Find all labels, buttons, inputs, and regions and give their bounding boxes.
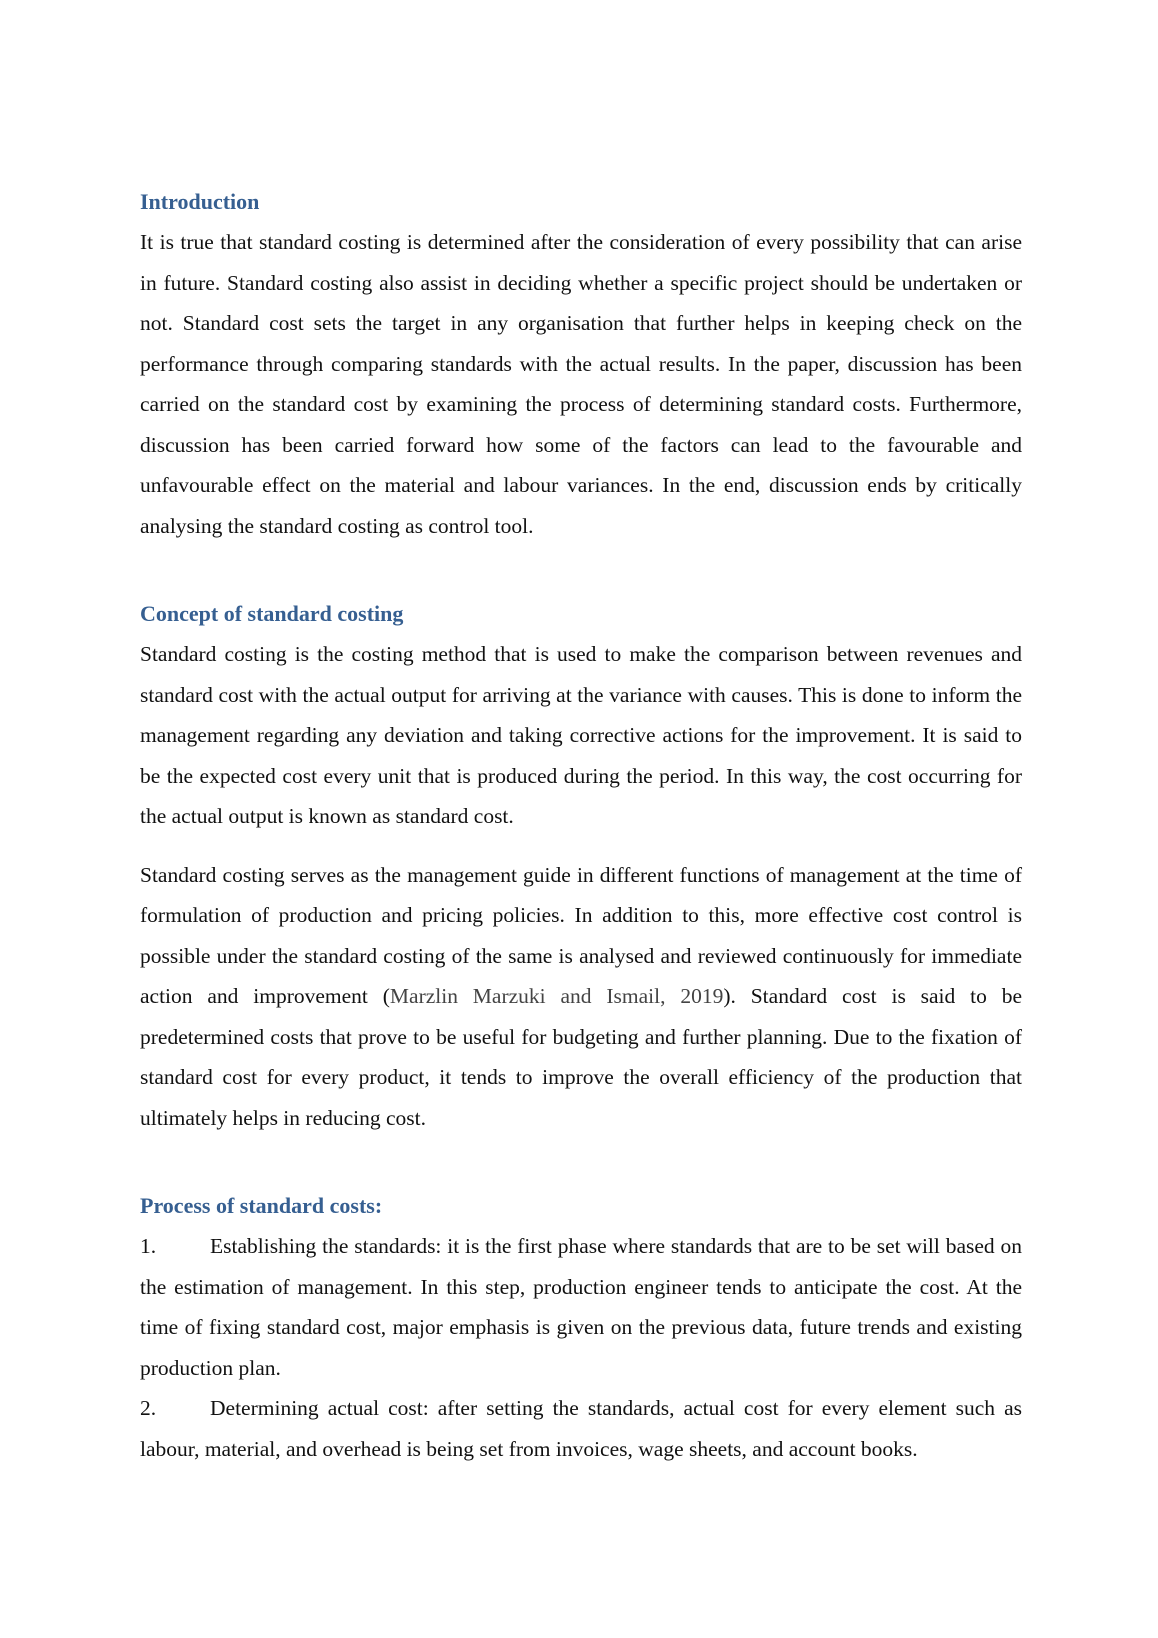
concept-paragraph-2-text-start: Standard costing serves as the management guide in different functions of management at the time of formulation of production and pricing policies. In addition to this, more effective cost control is possible under the standard costing of the same is analysed and reviewed continuously for immediate action and improvement ( [140, 862, 1022, 1008]
list-item-text: Establishing the standards: it is the first phase where standards that are to be set will based on the estimation of management. In this step, production engineer tends to anticipate the cost. At the time of fixing standard cost, major emphasis is given on the previous data, future trends and existing production plan. [140, 1234, 1022, 1380]
list-item-number: 2. [140, 1396, 157, 1420]
process-heading: Process of standard costs: [140, 1193, 383, 1218]
section-spacer [140, 1138, 1022, 1186]
list-item [140, 1226, 1022, 1388]
concept-paragraph-2-text-end: ). Standard cost is said to be predetermined costs that prove to be useful for budgeting and further planning. Due to the fixation of standard cost for every product, it tends to improve the overall efficiency of the production that ultimately helps in reducing cost. [140, 984, 1022, 1130]
citation: Marzlin Marzuki and Ismail, 2019 [389, 984, 724, 1008]
paragraph-spacer [140, 837, 1022, 855]
concept-paragraph-2 [140, 855, 1022, 1139]
list-item [140, 1388, 1022, 1469]
document-page [140, 182, 1022, 1469]
concept-heading: Concept of standard costing [140, 601, 404, 626]
list-item-number: 1. [140, 1234, 157, 1258]
list-item-text: Determining actual cost: after setting the standards, actual cost for every element such as labour, material, and overhead is being set from invoices, wage sheets, and account books. [140, 1396, 1022, 1461]
concept-paragraph-1: Standard costing is the costing method that is used to make the comparison between revenues and standard cost with the actual output for arriving at the variance with causes. This is done to inform the management regarding any deviation and taking corrective actions for the improvement. It is said to be the expected cost every unit that is produced during the period. In this way, the cost occurring for the actual output is known as standard cost. [140, 642, 1022, 828]
introduction-paragraph: It is true that standard costing is determined after the consideration of every possibility that can arise in future. Standard costing also assist in deciding whether a specific project should be undertaken or not. Standard cost sets the target in any organisation that further helps in keeping check on the performance through comparing standards with the actual results. In the paper, discussion has been carried on the standard cost by examining the process of determining standard costs. Furthermore, discussion has been carried forward how some of the factors can lead to the favourable and unfavourable effect on the material and labour variances. In the end, discussion ends by critically analysing the standard costing as control tool. [140, 230, 1022, 538]
section-spacer [140, 546, 1022, 594]
introduction-heading: Introduction [140, 189, 260, 214]
